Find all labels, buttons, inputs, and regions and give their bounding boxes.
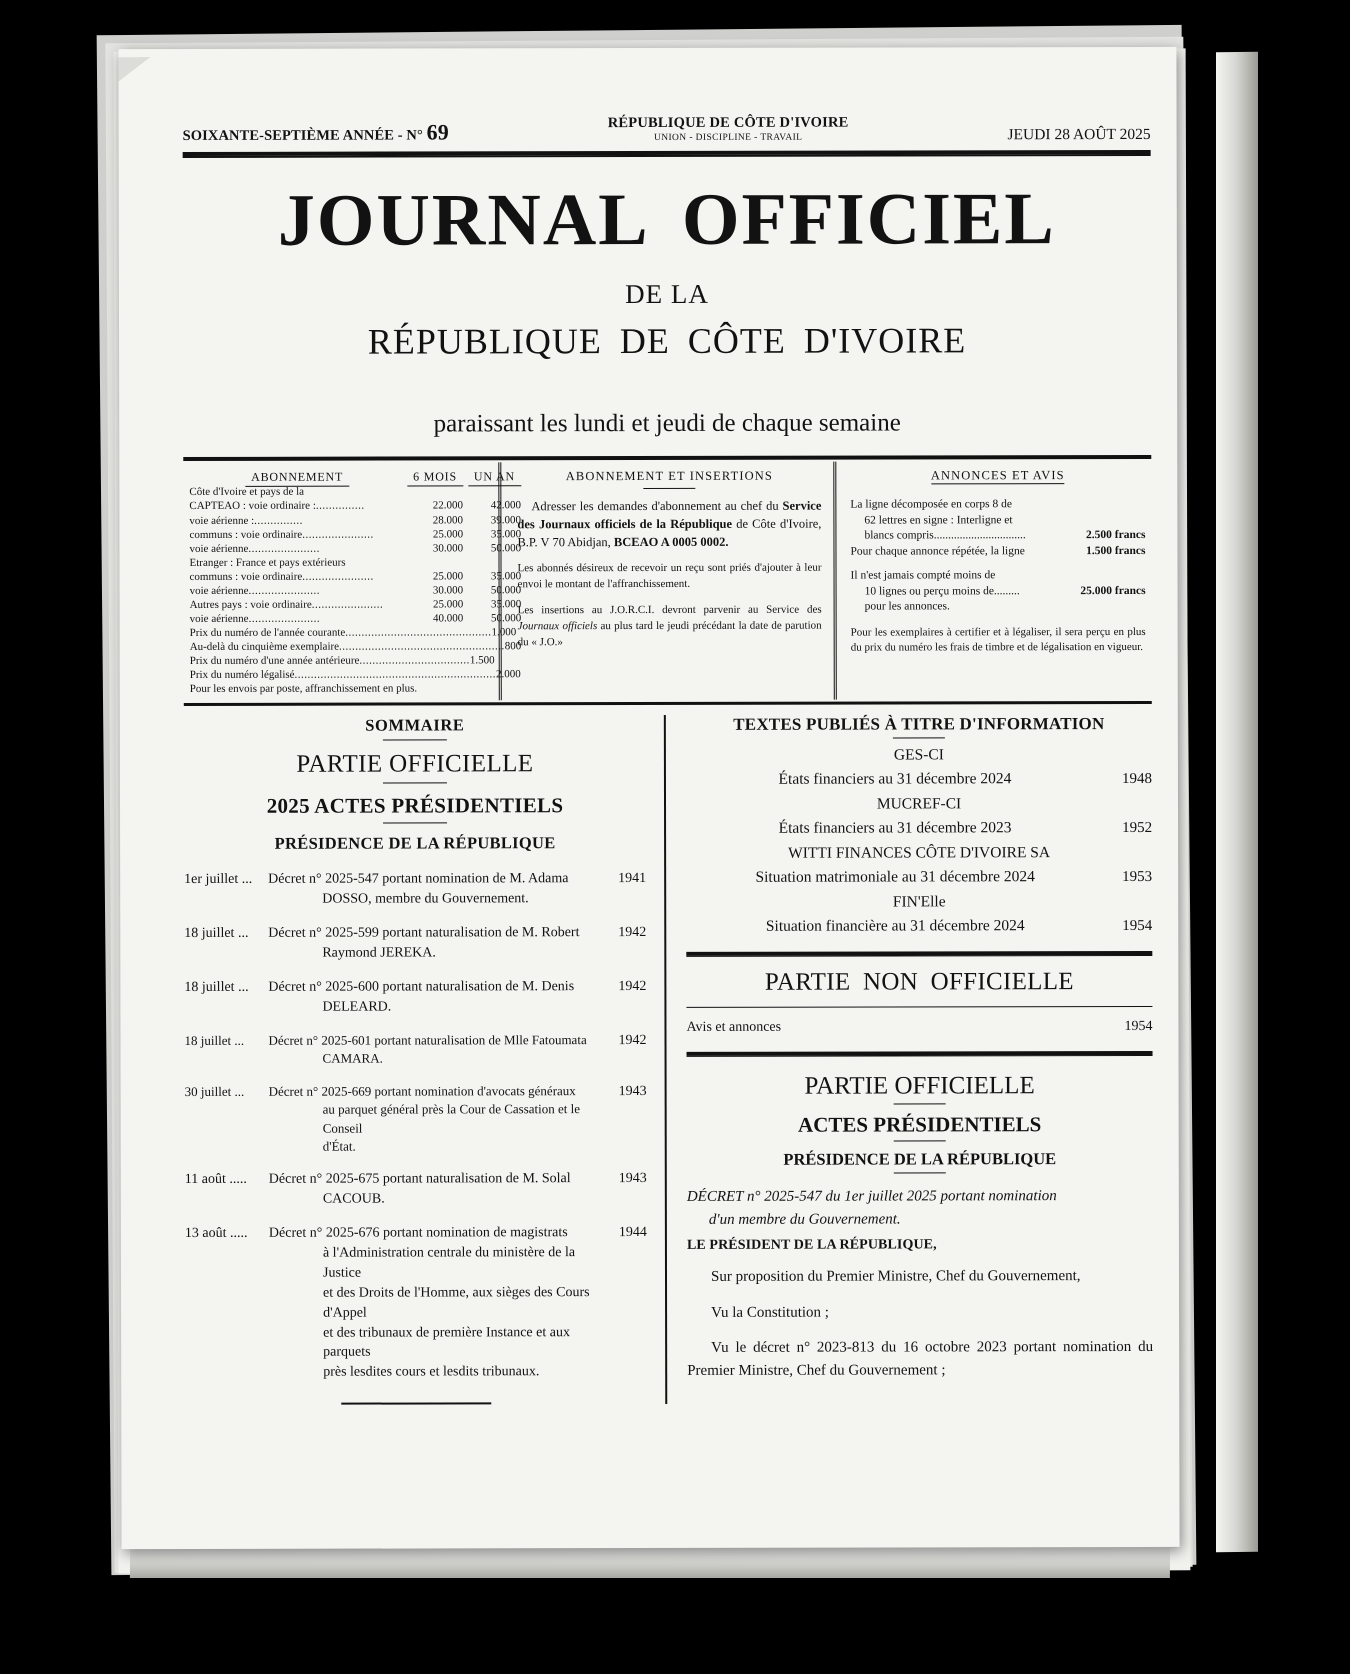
title-frequency: paraissant les lundi et jeudi de chaque semaine [433,409,901,438]
toc-description [269,1170,603,1224]
subscription-row-6mois [405,555,463,569]
po-rule-top [687,1051,1153,1057]
avis-entry [686,1019,1152,1036]
decret-paragraph: Vu le décret n° 2023-813 du 16 octobre 2023 portant nomination du Premier Ministre, Chef du Gouvernement ; [687,1338,1154,1380]
subscription-row [190,583,522,598]
right-column [664,714,1153,1404]
toc-desc-line: DELEARD. [322,999,392,1015]
subscription-wide-label: Prix du numéro d'une année antérieure..................................1.500 [189,654,495,668]
page-dogear [118,57,150,83]
annonces-row-text: Pour chaque annonce répétée, la ligne [850,544,1025,558]
decret-title-line1: DÉCRET n° 2025-547 du 1er juillet 2025 portant nomination [686,1188,1057,1206]
sommaire-partie-officielle: PARTIE OFFICIELLE [296,750,534,779]
journal-front-page [118,47,1179,1549]
toc-entry[interactable] [184,1031,646,1083]
page-edge-right [1216,52,1258,1552]
annonces-row [850,512,1145,528]
subscription-row [190,569,522,584]
toc-desc-line: et des tribunaux de première Instance et aux parquets [323,1324,570,1361]
toc-description [268,870,602,924]
subscription-row [189,541,521,556]
toc-desc-line: DOSSO, membre du Gouvernement. [322,891,529,908]
page-edge-bottom [130,1548,1170,1578]
subscription-row-unan: 35.000 [490,570,522,583]
toc-desc-line: Décret n° 2025-600 portant naturalisation de M. Denis [268,979,575,995]
annonces-row-amount [1054,568,1146,584]
subscription-col-unan: UN AN [468,469,521,486]
sommaire-heading: SOMMAIRE [365,715,465,736]
subscription-row-dots: ...................... [248,542,320,555]
subscription-row-6mois: 28.000 [432,513,464,526]
annonces-box [836,461,1151,700]
subscription-row-6mois: 30.000 [432,542,464,555]
masthead-issue-number: 69 [426,119,449,145]
subscription-footnote: Pour les envois par poste, affranchissement en plus. [189,682,418,696]
toc-desc-line: Décret n° 2025-547 portant nomination de M. Adama [268,871,569,888]
partie-officielle-heading: PARTIE OFFICIELLE [804,1072,1035,1101]
insertions-p3b: au plus tard le jeudi précédant la date de parution du « J.O.» [517,619,822,649]
sommaire-dash-1 [383,740,447,741]
subscription-row [189,499,521,514]
subscription-row-label: voie aérienne :............... [189,514,303,527]
toc-entry[interactable] [184,923,646,978]
textes-entry-label: États financiers au 31 décembre 2024 [778,770,1012,789]
toc-desc-line: et des Droits de l'Homme, aux sièges des Cours d'Appel [323,1284,590,1321]
subscription-wide-rows [190,625,522,682]
annonces-row [851,584,1146,600]
insertions-title-dash [643,488,695,489]
toc-date: 18 juillet ... [184,979,249,995]
annonces-row-amount [1053,497,1145,513]
textes-entry-page: 1948 [1121,771,1152,788]
toc-page-number: 1943 [618,1171,647,1187]
toc-desc-line: près lesdites cours et lesdits tribunaux. [323,1364,540,1380]
insertions-p1a: Adresser les demandes d'abonnement au chef du [531,498,783,514]
subscription-row-dots: ...................... [311,598,384,611]
insertions-paragraph-receipt: Les abonnés désireux de recevoir un reçu sont priés d'ajouter à leur envoi le montant de l'affranchissement. [517,562,822,591]
toc-description [269,1082,603,1171]
subscription-row-label: Etranger : France et pays extérieurs [189,556,346,569]
textes-entry[interactable] [686,770,1152,789]
toc-page-number: 1943 [618,1083,647,1099]
actes-presidentiels-heading: ACTES PRÉSIDENTIELS [797,1112,1042,1138]
textes-entry[interactable] [686,819,1152,838]
annonces-title-wrap [850,468,1145,484]
toc-desc-line: Décret n° 2025-601 portant naturalisation de Mlle Fatoumata [268,1031,587,1048]
subscription-table [189,469,521,682]
subscription-row [190,597,522,612]
decret-paragraph: Sur proposition du Premier Ministre, Chef du Gouvernement, [710,1268,1081,1286]
subscription-title: ABONNEMENT [245,470,349,487]
po-dash-2 [894,1141,946,1142]
subscription-row-6mois: 30.000 [432,584,464,597]
subscription-row-unan: 50.000 [490,541,522,555]
toc-entry[interactable] [185,1169,647,1224]
masthead-date: JEUDI 28 AOÛT 2025 [1007,125,1151,144]
pno-rule-bottom [686,1006,1152,1008]
annonces-row-amount [1053,512,1145,528]
subscription-row-dots: ...................... [302,528,374,541]
annonces-row-amount: 1.500 francs [1086,544,1146,557]
textes-entry-label: Situation matrimoniale au 31 décembre 2024 [755,868,1035,887]
annonces-minimum-table [851,568,1146,615]
toc-desc-line: Raymond JEREKA. [322,945,436,961]
subscription-row-unan: 42.000 [490,499,522,512]
annonces-row [851,568,1146,584]
subscription-row-label: communs : voie ordinaire...................... [189,528,374,541]
info-boxes [183,455,1152,706]
textes-org-name: FIN'Elle [892,893,946,911]
insertions-bceao-account: BCEAO A 0005 0002. [613,535,729,550]
subscription-wide-row [190,625,522,640]
textes-entry-page: 1954 [1122,918,1153,935]
pno-rule-top [686,951,1152,957]
title-country: RÉPUBLIQUE DE CÔTE D'IVOIRE [367,320,967,362]
toc-entry[interactable] [184,977,646,1032]
toc-page-number: 1942 [618,925,647,941]
sommaire-toc [184,869,647,1397]
textes-entry-page: 1952 [1122,820,1153,837]
textes-org-name: WITTI FINANCES CÔTE D'IVOIRE SA [788,844,1051,863]
toc-entry[interactable] [184,869,646,924]
avis-label: Avis et annonces [686,1020,782,1036]
subscription-row [189,527,521,542]
sommaire-dash-3 [383,823,447,824]
textes-org-name: MUCREF-CI [876,795,962,813]
toc-description [268,923,602,977]
subscription-row [189,513,521,528]
toc-desc-line: à l'Administration centrale du ministère de la Justice [322,1245,576,1281]
sommaire-actes: 2025 ACTES PRÉSIDENTIELS [266,793,564,819]
toc-description [268,977,602,1031]
po-dash-1 [894,1104,946,1105]
subscription-wide-label: Au-delà du cinquième exemplaire...................................................800 [189,640,522,654]
decret-title [687,1185,1153,1231]
insertions-jo-italic: Journaux officiels [517,620,598,633]
page-title: JOURNAL OFFICIEL [277,178,1056,262]
subscription-row [190,611,522,626]
subscription-row-unan: 35.000 [490,527,522,540]
textes-entry-label: Situation financière au 31 décembre 2024 [765,917,1025,936]
annonces-row [850,497,1145,513]
subscription-wide-row [190,668,522,683]
subscription-row-6mois: 25.000 [432,570,464,583]
subscription-row-dots: ...................... [248,584,321,597]
decret-paragraphs [687,1265,1153,1383]
annonces-row-amount: 25.000 francs [1080,584,1146,597]
subscription-wide-row [190,639,522,654]
subscription-row-label: CAPTEAO : voie ordinaire :............... [189,500,365,513]
masthead-year-label: SOIXANTE-SEPTIÈME ANNÉE - N° [182,127,423,144]
annonces-note: Pour les exemplaires à certifier et à légaliser, il sera perçu en plus du prix du numéro les frais de timbre et de légalisation en vigueur. [850,625,1146,654]
subscription-box [183,462,522,701]
annonces-row-amount [1054,599,1146,615]
insertions-service-name: Service des Journaux officiels de la République [517,498,822,532]
textes-entry-label: États financiers au 31 décembre 2023 [778,819,1012,838]
main-columns [184,714,1153,1405]
subscription-wide-row [190,654,522,669]
toc-date: 13 août ..... [184,1226,248,1242]
toc-desc-line: CACOUB. [322,1191,385,1207]
toc-desc-line: Décret n° 2025-669 portant nomination d'avocats généraux [268,1082,576,1099]
toc-desc-line: d'État. [322,1138,356,1154]
subscription-wide-label: Prix du numéro légalisé..............................................................2.000 [189,668,521,682]
insertions-title: ABONNEMENT ET INSERTIONS [565,468,773,484]
subscription-row-label: voie aérienne...................... [189,584,321,597]
annonces-row [850,528,1145,544]
subscription-row-dots: ............... [254,514,303,527]
subscription-row-unan: 50.000 [490,612,522,625]
subscription-row-label: Autres pays : voie ordinaire...................... [189,598,384,611]
subscription-row-6mois: 40.000 [432,612,464,625]
toc-page-number: 1942 [618,978,647,995]
annonces-row-text: pour les annonces. [864,600,950,613]
le-president-label: LE PRÉSIDENT DE LA RÉPUBLIQUE, [686,1237,937,1254]
subscription-row-dots: ...................... [248,612,321,625]
toc-desc-line: CAMARA. [322,1050,383,1066]
annonces-row [850,544,1145,560]
presidence-republique-heading: PRÉSIDENCE DE LA RÉPUBLIQUE [783,1149,1057,1170]
subscription-header-row [189,469,521,485]
toc-date: 11 août ..... [184,1172,247,1188]
partie-non-officielle-heading: PARTIE NON OFFICIELLE [764,968,1074,997]
toc-date: 30 juillet ... [184,1083,245,1099]
toc-desc-line: Décret n° 2025-675 portant naturalisation de M. Solal [268,1171,571,1188]
insertions-p1c: de Côte d'Ivoire, B.P. V 70 Abidjan, [517,516,822,550]
decret-paragraph: Vu la Constitution ; [711,1304,829,1321]
textes-org-name: GES-CI [893,746,944,764]
subscription-row-6mois [405,485,463,499]
annonces-row-text: blancs compris................................ [864,529,1026,542]
insertions-paragraph-address [517,497,821,552]
sommaire-end-rule [341,1403,491,1405]
toc-desc-line: Décret n° 2025-599 portant naturalisation de M. Robert [268,925,580,942]
toc-description [268,1031,602,1083]
annonces-row-amount: 2.500 francs [1086,528,1146,542]
subscription-row-unan: 39.000 [490,513,522,526]
masthead-rule [183,150,1151,158]
subscription-row-unan: 50.000 [490,584,522,597]
textes-entry[interactable] [686,868,1152,887]
subscription-row-label: communs : voie ordinaire...................... [189,570,374,583]
subscription-wide-label: Prix du numéro de l'année courante.............................................1.000 [189,626,517,640]
sommaire-column [184,715,665,1405]
annonces-row-text: 10 lignes ou perçu moins de......... [864,584,1020,598]
toc-description [269,1223,603,1397]
toc-entry[interactable] [185,1082,647,1171]
annonces-row-text: Il n'est jamais compté moins de [850,569,996,582]
subscription-row-label: voie aérienne...................... [189,612,321,626]
subscription-rows [189,485,521,626]
subscription-row [189,555,521,570]
toc-page-number: 1944 [618,1225,647,1241]
avis-page: 1954 [1124,1019,1153,1035]
subscription-row-unan: 35.000 [490,598,522,611]
annonces-row-text: La ligne décomposée en corps 8 de [850,498,1012,511]
toc-desc-line: au parquet général près la Cour de Cassation et le Conseil [322,1101,581,1136]
insertions-p3a: Les insertions au J.O.R.C.I. devront parvenir au Service des [517,603,822,617]
sommaire-presidence: PRÉSIDENCE DE LA RÉPUBLIQUE [274,833,556,854]
subscription-row-label: Côte d'Ivoire et pays de la [189,486,305,499]
masthead [183,113,1151,146]
masthead-motto: UNION - DISCIPLINE - TRAVAIL [653,132,803,144]
title-dela: DE LA [625,278,709,310]
annonces-title: ANNONCES ET AVIS [930,468,1065,483]
toc-page-number: 1941 [618,871,647,887]
subscription-row-6mois: 22.000 [432,499,464,512]
toc-entry[interactable] [185,1223,647,1397]
annonces-row-text: 62 lettres en signe : Interligne et [864,513,1013,527]
decret-title-line2: d'un membre du Gouvernement. [708,1211,901,1228]
subscription-row-dots: ............... [315,500,365,513]
masthead-republic-block [449,113,1008,145]
sommaire-dash-2 [383,783,447,784]
textes-info-heading: TEXTES PUBLIÉS À TITRE D'INFORMATION [733,714,1105,735]
subscription-row [189,485,521,500]
po-dash-3 [894,1173,946,1174]
toc-date: 18 juillet ... [184,1032,245,1048]
masthead-year-issue [183,119,449,146]
masthead-republic: RÉPUBLIQUE DE CÔTE D'IVOIRE [607,114,849,132]
textes-entry[interactable] [686,917,1152,936]
toc-page-number: 1942 [618,1032,647,1048]
toc-date: 18 juillet ... [184,926,249,942]
toc-date: 1er juillet ... [184,872,253,888]
annonces-row [851,599,1146,615]
annonces-rates-table [850,497,1145,560]
textes-entry-page: 1953 [1122,869,1153,886]
subscription-row-label: voie aérienne...................... [189,542,320,555]
textes-info-list [686,746,1152,936]
toc-desc-line: Décret n° 2025-676 portant nomination de magistrats [268,1225,568,1241]
subscription-row-6mois: 25.000 [432,598,464,611]
insertions-paragraph-deadline [518,603,822,651]
subscription-col-6mois: 6 MOIS [407,469,463,486]
insertions-box [501,462,836,701]
subscription-row-dots: ...................... [302,570,374,583]
textes-info-dash [893,738,945,739]
subscription-row-6mois: 25.000 [432,527,464,541]
